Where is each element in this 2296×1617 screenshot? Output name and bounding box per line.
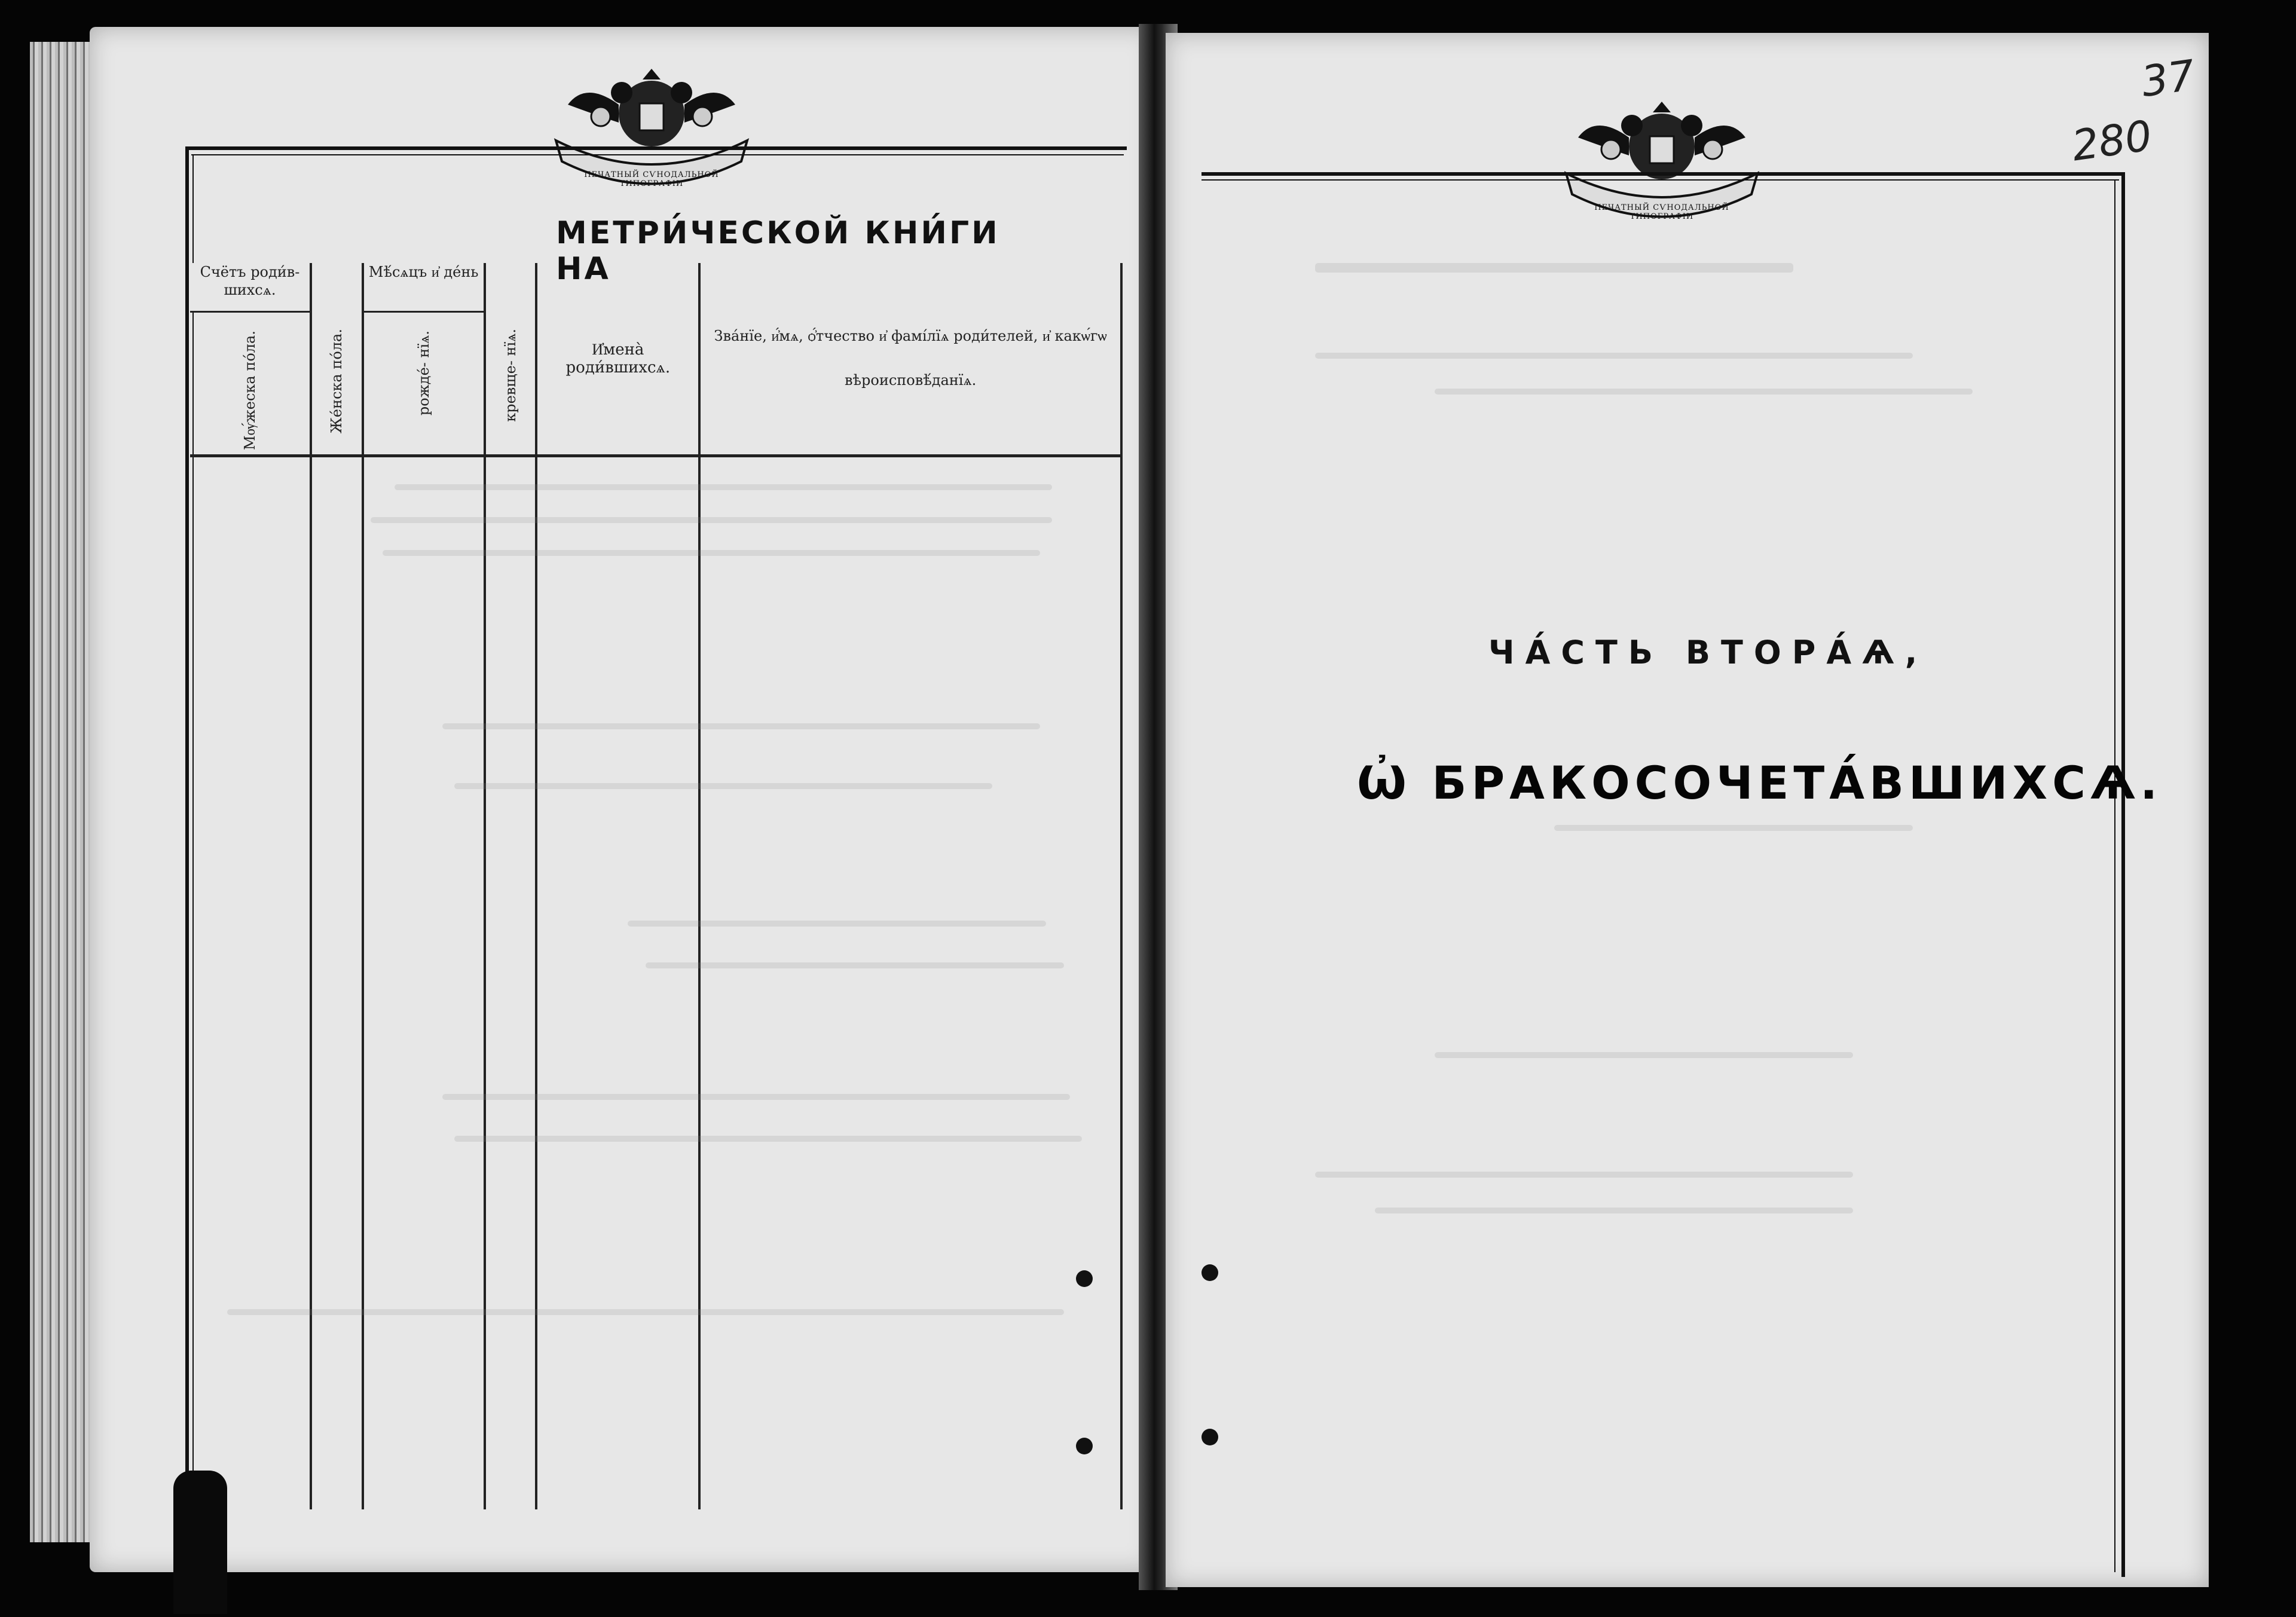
bleed-through-line: [454, 1136, 1082, 1142]
bleed-through-line: [646, 962, 1064, 968]
bleed-through-line: [227, 1309, 1064, 1315]
page-number-primary: 37: [2138, 50, 2198, 107]
bleed-through-line: [1375, 1208, 1853, 1213]
left-frame-side: [185, 146, 189, 1515]
bleed-through-line: [628, 921, 1046, 927]
bleed-through-line: [1554, 825, 1913, 831]
bleed-through-line: [442, 723, 1040, 729]
group-header-month-day-label: Мѣ́сѧцъ и҆ де́нь: [368, 264, 479, 280]
right-frame-right: [2121, 172, 2125, 1577]
bleed-through-line: [1315, 353, 1913, 359]
part-subheading: Ѡ҆ БРАКОСОЧЕТА́ВШИХСѦ.: [1357, 756, 2163, 809]
register-title: МЕТРИ́ЧЕСКОЙ КНИ́ГИ НА: [556, 215, 1000, 287]
column-male: [190, 263, 311, 456]
bleed-through-line: [383, 550, 1040, 556]
binding-hole: [1076, 1438, 1093, 1454]
page-tab: [173, 1471, 227, 1614]
group-header-month-day: [364, 263, 484, 313]
birth-register-table: [190, 263, 1123, 1509]
column-names: [536, 263, 699, 456]
bleed-through-line: [395, 484, 1052, 490]
left-frame-top-inner: [191, 154, 1124, 155]
column-birth: [363, 263, 485, 456]
right-frame-top: [1201, 172, 2125, 176]
column-female-label: Же́нска по́ла.: [328, 329, 346, 434]
bleed-through-line: [1435, 389, 1973, 395]
bleed-through-line: [1435, 1052, 1853, 1058]
book-page-edges: [30, 42, 96, 1542]
column-baptism: [485, 263, 537, 456]
left-emblem-ribbon-text: ПЕЧАТНЫЙ СѴНОДАЛЬНОЙ ТИПОГРАФІИ: [584, 170, 719, 188]
left-frame-top: [185, 146, 1127, 150]
right-emblem-ribbon-text: ПЕЧАТНЫЙ СѴНОДАЛЬНОЙ ТИПОГРАФІИ: [1594, 203, 1729, 221]
column-names-label: И҆мена̀ роди́вшихсѧ.: [565, 340, 671, 377]
binding-hole: [1076, 1270, 1093, 1287]
bleed-through-line: [1315, 263, 1793, 273]
column-parents-label-line1: Зва́нїе, и҆́мѧ, ѻ҆́тчество и҆ фамі́лїѧ роди́телей, и҆ какѡ́гѡ: [714, 328, 1107, 345]
column-parents-label-line2: вѣроисповѣ́данїѧ.: [845, 372, 977, 389]
page-number-secondary: 280: [2069, 111, 2155, 171]
bleed-through-line: [371, 517, 1052, 523]
column-birth-label: рожде́- нїѧ.: [415, 331, 432, 416]
part-heading: ЧА́СТЬ ВТОРА́Ѧ,: [1488, 634, 1928, 671]
right-frame-right-inner: [2114, 179, 2115, 1572]
column-baptism-label: кревще- нїѧ.: [502, 329, 519, 422]
binding-hole: [1201, 1429, 1218, 1445]
bleed-through-line: [1315, 1172, 1853, 1178]
right-frame-top-inner: [1201, 179, 2119, 181]
group-header-count-label: Счётъ роди́в- шихсѧ.: [200, 264, 300, 298]
bleed-through-line: [442, 1094, 1070, 1100]
column-male-label: Мѹ́жеска по́ла.: [241, 331, 258, 450]
table-row: [190, 456, 1121, 1509]
column-female: [311, 263, 363, 456]
binding-hole: [1201, 1264, 1218, 1281]
column-parents: [699, 263, 1121, 456]
bleed-through-line: [454, 783, 992, 789]
group-header-count: [190, 263, 310, 313]
